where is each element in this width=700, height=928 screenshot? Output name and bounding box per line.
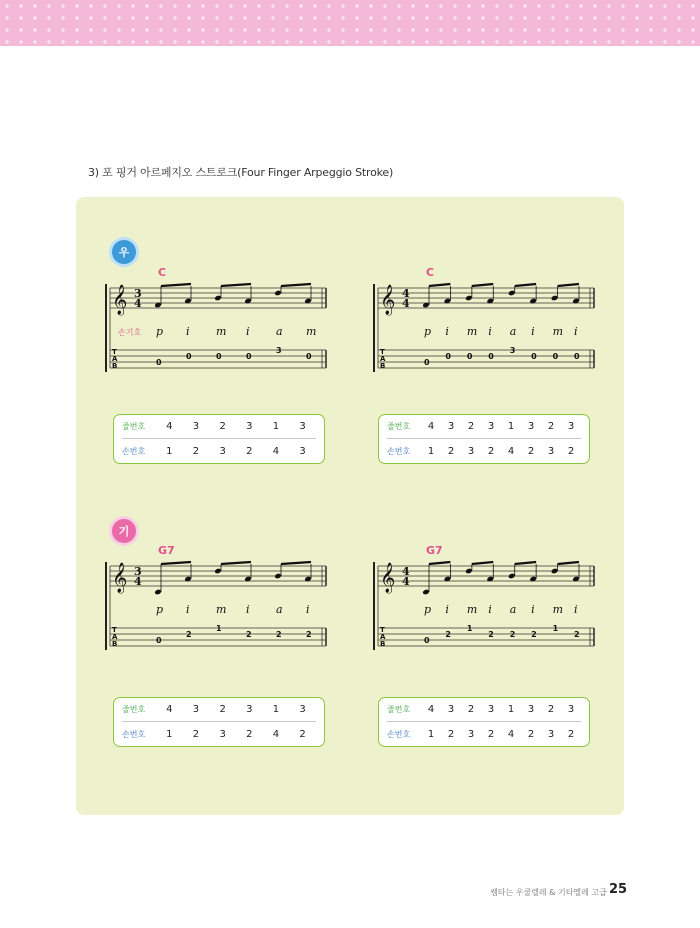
note-beam <box>281 284 311 286</box>
tab-fret-number: 0 <box>574 352 580 361</box>
string-numbers <box>156 704 316 715</box>
finger-number-cell: 2 <box>246 728 253 740</box>
finger-table-3 <box>113 697 325 747</box>
finger-number-cell: 4 <box>272 445 280 457</box>
chord-name: G7 <box>426 544 443 557</box>
finger-number-cell: 4 <box>507 728 515 740</box>
string-number-cell: 3 <box>246 421 253 432</box>
finger-number-cell: 4 <box>272 728 280 740</box>
string-number-cell: 3 <box>487 421 495 432</box>
string-number-cell: 3 <box>192 704 200 715</box>
finger-symbol: m <box>552 325 564 338</box>
tab-fret-number: 0 <box>424 358 430 367</box>
tab-fret-number: 2 <box>186 630 192 639</box>
time-sig-top: 4 <box>402 565 410 578</box>
decorative-top-band <box>0 0 700 46</box>
finger-number-cell: 2 <box>567 728 575 740</box>
finger-number-cell: 2 <box>487 728 495 740</box>
ukulele-badge: 우 <box>112 240 136 264</box>
finger-number-cell: 3 <box>219 445 226 457</box>
finger-symbol: i <box>445 603 449 616</box>
score-ukulele-3-4 <box>100 262 332 392</box>
time-sig-top: 3 <box>134 287 142 300</box>
finger-number-cell: 1 <box>166 728 173 740</box>
score-svg <box>100 262 332 392</box>
finger-number-label: 손번호 <box>387 446 411 456</box>
time-sig-bottom: 4 <box>402 575 410 588</box>
finger-symbol: i <box>306 603 310 616</box>
chord-name: C <box>158 266 167 279</box>
note-beam <box>515 284 536 286</box>
string-number-cell: 2 <box>467 421 475 432</box>
string-number-cell: 3 <box>299 421 306 432</box>
string-number-cell: 3 <box>447 421 455 432</box>
note-beam <box>558 562 579 564</box>
finger-number-label: 손번호 <box>387 729 411 739</box>
string-number-cell: 3 <box>487 704 495 715</box>
string-numbers <box>421 704 581 715</box>
section-title: 3) 포 핑거 아르페지오 스트로크(Four Finger Arpeggio Stroke) <box>88 166 394 179</box>
string-number-cell: 1 <box>272 421 280 432</box>
string-number-cell: 1 <box>272 704 280 715</box>
finger-number-cell: 2 <box>246 445 253 457</box>
treble-clef-icon: 𝄞 <box>380 563 396 593</box>
tab-fret-number: 2 <box>574 630 580 639</box>
finger-number-cell: 1 <box>427 728 435 740</box>
tab-letter: A <box>380 633 386 641</box>
string-number-cell: 3 <box>527 421 535 432</box>
finger-symbol: a <box>509 325 517 338</box>
finger-number-label: 손번호 <box>122 729 146 739</box>
string-number-cell: 4 <box>166 704 173 715</box>
finger-number-cell: 3 <box>547 445 555 457</box>
finger-symbol: i <box>246 325 250 338</box>
tab-fret-number: 3 <box>276 346 282 355</box>
tab-letter: B <box>112 362 118 370</box>
finger-symbol-label: 손기호 <box>118 328 142 337</box>
string-number-cell: 2 <box>219 704 226 715</box>
treble-clef-icon: 𝄞 <box>112 285 128 315</box>
tab-letter: B <box>112 640 118 648</box>
score-guitar-4-4 <box>368 540 600 670</box>
finger-symbol: m <box>216 325 227 338</box>
note-beam <box>161 562 191 564</box>
guitar-badge: 기 <box>112 519 136 543</box>
finger-number-cell: 2 <box>192 445 200 457</box>
string-number-cell: 3 <box>567 421 575 432</box>
finger-number-cell: 2 <box>567 445 575 457</box>
finger-symbol: p <box>424 325 432 338</box>
footer-book-title: 쌤타는 우쿨렐레 & 기타멜레 고급 <box>490 888 607 897</box>
score-svg <box>368 262 600 392</box>
score-ukulele-4-4 <box>368 262 600 392</box>
tab-fret-number: 2 <box>509 630 516 639</box>
finger-symbol: i <box>531 603 535 616</box>
tab-fret-number: 0 <box>466 352 473 361</box>
tab-letter: T <box>380 348 385 356</box>
score-svg <box>100 540 332 670</box>
finger-number-cell: 2 <box>192 728 200 740</box>
chord-name: C <box>426 266 435 279</box>
string-number-label: 줄번호 <box>122 705 146 714</box>
finger-symbol: i <box>574 603 578 616</box>
finger-table-1 <box>113 414 325 464</box>
tab-fret-number: 2 <box>488 630 494 639</box>
tab-letter: T <box>380 626 385 634</box>
time-sig-top: 3 <box>134 565 142 578</box>
string-number-cell: 1 <box>507 421 515 432</box>
finger-numbers <box>156 446 316 457</box>
note-beam <box>472 284 493 286</box>
finger-number-cell: 2 <box>447 728 455 740</box>
note-beam <box>429 284 450 286</box>
tab-fret-number: 0 <box>424 636 430 645</box>
string-number-cell: 3 <box>447 704 455 715</box>
tab-fret-number: 1 <box>466 624 473 633</box>
string-number-cell: 3 <box>527 704 535 715</box>
note-beam <box>558 284 579 286</box>
finger-symbol: i <box>186 603 190 616</box>
finger-numbers <box>421 446 581 457</box>
finger-symbol: p <box>156 325 164 338</box>
tab-fret-number: 2 <box>246 630 252 639</box>
string-number-row <box>387 415 581 439</box>
finger-symbol: i <box>488 325 492 338</box>
finger-table-2 <box>378 414 590 464</box>
chord-name: G7 <box>158 544 175 557</box>
finger-symbol: a <box>276 603 283 616</box>
finger-symbol: m <box>216 603 227 616</box>
finger-symbol: i <box>574 325 578 338</box>
finger-number-cell: 3 <box>467 445 475 457</box>
tab-fret-number: 2 <box>531 630 537 639</box>
finger-number-cell: 1 <box>427 445 435 457</box>
time-sig-bottom: 4 <box>134 575 142 588</box>
note-beam <box>515 562 536 564</box>
string-numbers <box>421 421 581 432</box>
tab-letter: A <box>112 633 118 641</box>
string-number-cell: 2 <box>219 421 226 432</box>
tab-fret-number: 0 <box>306 352 312 361</box>
finger-numbers <box>156 729 316 740</box>
string-number-row <box>122 415 316 439</box>
string-number-cell: 4 <box>166 421 173 432</box>
finger-number-cell: 2 <box>447 445 455 457</box>
finger-symbol: i <box>186 325 190 338</box>
score-guitar-3-4 <box>100 540 332 670</box>
finger-number-row <box>387 722 581 746</box>
string-number-cell: 1 <box>507 704 515 715</box>
finger-number-cell: 3 <box>467 728 475 740</box>
time-sig-bottom: 4 <box>134 297 142 310</box>
note-beam <box>281 562 311 564</box>
string-number-label: 줄번호 <box>387 705 411 714</box>
finger-symbol: m <box>466 325 478 338</box>
tab-fret-number: 1 <box>216 624 222 633</box>
string-number-cell: 4 <box>427 421 435 432</box>
finger-symbol: i <box>246 603 250 616</box>
note-beam <box>429 562 450 564</box>
tab-fret-number: 0 <box>488 352 494 361</box>
tab-fret-number: 0 <box>186 352 192 361</box>
tab-fret-number: 2 <box>276 630 282 639</box>
string-number-row <box>122 698 316 722</box>
finger-symbol: i <box>531 325 535 338</box>
finger-number-cell: 3 <box>299 445 306 457</box>
note-beam <box>221 562 251 564</box>
note-beam <box>221 284 251 286</box>
finger-number-row <box>387 439 581 463</box>
tab-fret-number: 2 <box>306 630 312 639</box>
tab-fret-number: 3 <box>509 346 516 355</box>
string-number-cell: 3 <box>192 421 200 432</box>
tab-fret-number: 0 <box>445 352 452 361</box>
finger-symbol: i <box>445 325 449 338</box>
tab-fret-number: 0 <box>156 636 162 645</box>
finger-symbol: m <box>306 325 317 338</box>
score-svg <box>368 540 600 670</box>
string-number-label: 줄번호 <box>387 422 411 431</box>
tab-fret-number: 0 <box>552 352 559 361</box>
finger-number-cell: 2 <box>487 445 495 457</box>
finger-number-row <box>122 722 316 746</box>
finger-symbol: p <box>156 603 164 616</box>
tab-fret-number: 0 <box>156 358 162 367</box>
time-sig-top: 4 <box>402 287 410 300</box>
finger-number-cell: 2 <box>527 728 535 740</box>
string-number-cell: 3 <box>567 704 575 715</box>
finger-number-cell: 2 <box>527 445 535 457</box>
string-number-row <box>387 698 581 722</box>
finger-symbol: a <box>509 603 517 616</box>
tab-fret-number: 0 <box>246 352 252 361</box>
string-number-cell: 2 <box>547 704 555 715</box>
string-number-cell: 3 <box>246 704 253 715</box>
string-number-cell: 3 <box>299 704 306 715</box>
tab-letter: A <box>380 355 386 363</box>
finger-symbol: a <box>276 325 283 338</box>
time-sig-bottom: 4 <box>402 297 410 310</box>
finger-symbol: i <box>488 603 492 616</box>
finger-number-row <box>122 439 316 463</box>
finger-number-cell: 1 <box>166 445 173 457</box>
tab-fret-number: 1 <box>552 624 559 633</box>
tab-fret-number: 2 <box>445 630 452 639</box>
finger-symbol: m <box>552 603 564 616</box>
tab-fret-number: 0 <box>531 352 537 361</box>
note-beam <box>161 284 191 286</box>
finger-number-cell: 4 <box>507 445 515 457</box>
tab-letter: B <box>380 362 386 370</box>
treble-clef-icon: 𝄞 <box>112 563 128 593</box>
tab-letter: T <box>112 626 117 634</box>
finger-symbol: m <box>466 603 478 616</box>
string-number-cell: 2 <box>547 421 555 432</box>
finger-number-label: 손번호 <box>122 446 146 456</box>
tab-fret-number: 0 <box>216 352 222 361</box>
finger-number-cell: 3 <box>547 728 555 740</box>
finger-table-4 <box>378 697 590 747</box>
footer-page-number: 25 <box>609 882 628 897</box>
string-number-cell: 2 <box>467 704 475 715</box>
tab-letter: T <box>112 348 117 356</box>
finger-symbol: p <box>424 603 432 616</box>
finger-number-cell: 3 <box>219 728 226 740</box>
tab-letter: A <box>112 355 118 363</box>
note-beam <box>472 562 493 564</box>
finger-number-cell: 2 <box>299 728 306 740</box>
string-number-label: 줄번호 <box>122 422 146 431</box>
string-numbers <box>156 421 316 432</box>
tab-letter: B <box>380 640 386 648</box>
string-number-cell: 4 <box>427 704 435 715</box>
finger-numbers <box>421 729 581 740</box>
treble-clef-icon: 𝄞 <box>380 285 396 315</box>
